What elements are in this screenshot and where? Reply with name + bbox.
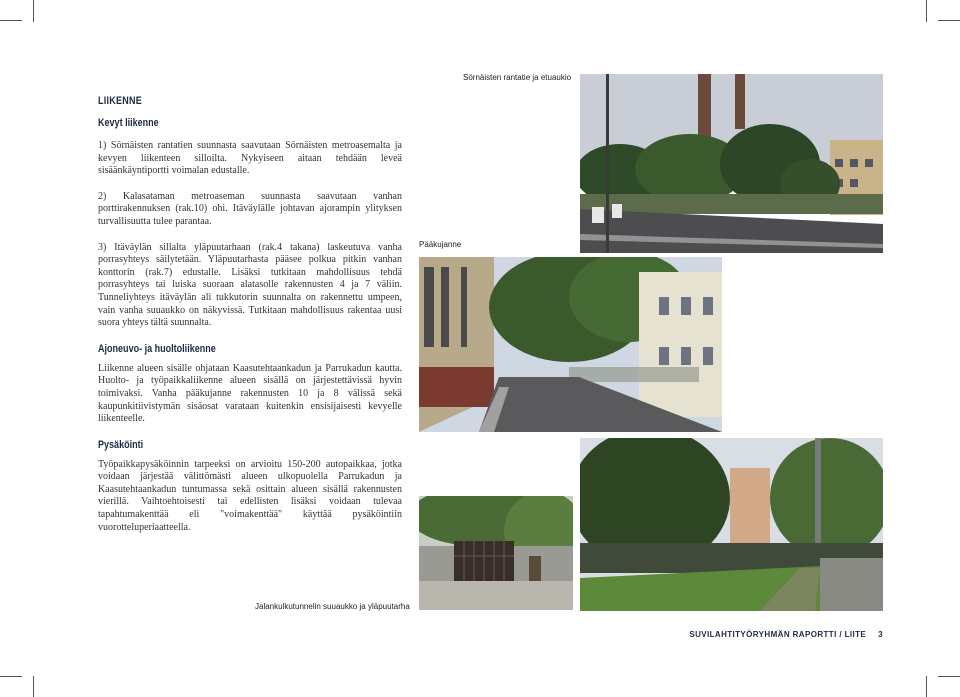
crop-mark: [938, 676, 960, 677]
caption-photo-alley: Pääkujanne: [419, 240, 462, 249]
caption-photo-tunnel: Jalankulkutunnelin suuaukko ja yläpuutarha: [255, 602, 410, 611]
main-heading: LIIKENNE: [98, 95, 143, 107]
crop-mark: [0, 676, 22, 677]
photo-main-alley: [419, 257, 722, 432]
vehicle-traffic-paragraph: Liikenne alueen sisälle ohjataan Kaasutehtaankadun ja Parrukadun kautta. Huolto- ja työpaikkaliikenne alueen sisällä on järjestettävissä hyvin toimivaksi. Vanha pääkujanne rakennusten 10 ja 8 välissä sekä kaupunkitiivistymän sisäosat varataan kuitenkin ensisijaisesti kevyelle liikenteelle.: [98, 362, 402, 425]
footer-label: SUVILAHTITYÖRYHMÄN RAPORTTI / LIITE: [689, 630, 867, 639]
crop-mark: [0, 20, 22, 21]
photo-upper-garden: [580, 438, 883, 611]
crop-mark: [33, 676, 34, 697]
crop-mark: [938, 20, 960, 21]
text-column: [98, 95, 402, 534]
page-footer: [689, 630, 883, 639]
page-number: 3: [878, 630, 883, 639]
light-traffic-paragraph-2: 2) Kalasataman metroaseman suunnasta saavutaan vanhan porttirakennuksen (rak.10) ohi. Itäväylälle johtavan ajorampin ylityksen turvallisuutta tulee parantaa.: [98, 190, 402, 227]
parking-paragraph: Työpaikkapysäköinnin tarpeeksi on arvioitu 150-200 autopaikkaa, jotka voidaan järjestää välittömästi alueen ulkopuolella Parrukadun ja Kaasutehtaankadun tuntumassa sekä osittain alueen sisällä rakennusten vierillä. Vaihtoehtoisesti tai edellisten lisäksi voidaan tulevaa tapahtumakenttää eli "voimakenttää" käyttää pysäköintiin vuorotteluperiaatteella.: [98, 458, 402, 533]
crop-mark: [33, 0, 34, 22]
crop-mark: [926, 676, 927, 697]
parking-heading: Pysäköinti: [98, 438, 144, 451]
photo-tunnel-opening: [419, 496, 573, 610]
vehicle-traffic-heading: Ajoneuvo- ja huoltoliikenne: [98, 342, 216, 355]
crop-mark: [926, 0, 927, 22]
light-traffic-paragraph-1: 1) Sörnäisten rantatien suunnasta saavutaan Sörnäisten metroasemalta ja kevyen liikenteen silloilta. Nykyiseen aitaan tehdään leveä sisäänkäyntiportti voimalan edustalle.: [98, 140, 402, 177]
light-traffic-heading: Kevyt liikenne: [98, 117, 159, 129]
light-traffic-paragraph-3: 3) Itäväylän sillalta yläpuutarhaan (rak.4 takana) laskeutuva vanha porrasyhteys säilytetään. Yläpuutarhasta pääsee polkua pitkin vanhan konttorin (rak.7) edustalle. Lisäksi tutkitaan mahdollisuus tehdä porrasyhteys tai luiska suoraan alatasolle rakennusten 4 ja 7 väliin. Tunneliyhteys itäväylän ali tukkutorin suunnalta on rakennettu umpeen, vain vanha suuaukko on näkyvissä. Tutkitaan mahdollisuus rakentaa uusi suora yhteys tältä suunnalta.: [98, 241, 402, 329]
photo-street-and-chimneys: [580, 74, 883, 253]
caption-photo-street: Sörnäisten rantatie ja etuaukio: [463, 73, 572, 82]
